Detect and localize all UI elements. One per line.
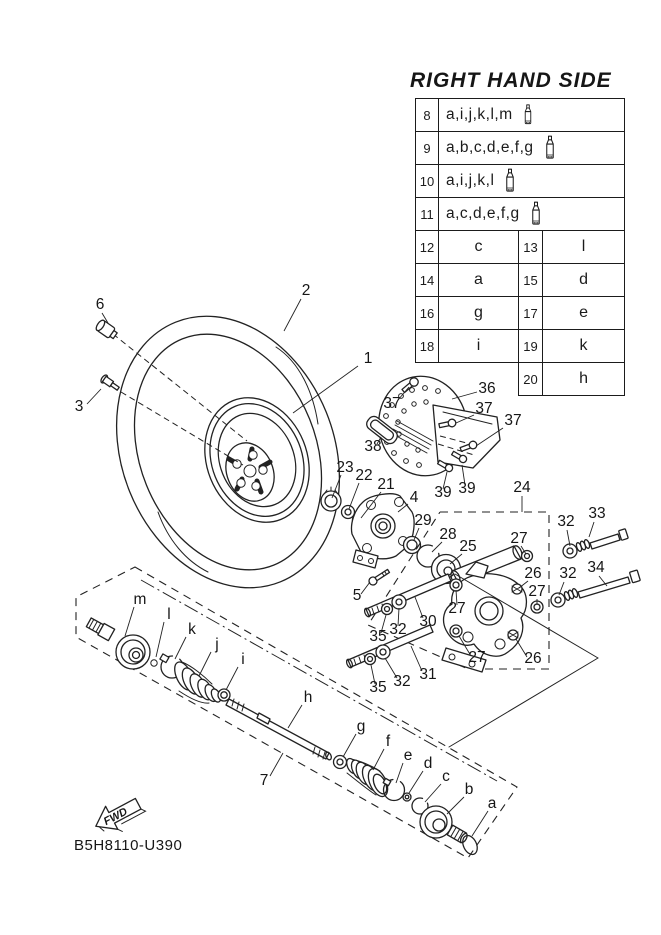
callout-g: g (356, 718, 366, 735)
callout-6: 6 (95, 296, 105, 313)
callout-22: 22 (355, 467, 373, 484)
leader-line (349, 483, 359, 509)
callout-34: 34 (587, 559, 605, 576)
nut-part35 (382, 604, 393, 615)
drawing-number: B5H8110-U390 (74, 837, 183, 854)
callout-39: 39 (434, 484, 452, 501)
lug-hole (237, 479, 245, 487)
part-ref-number: 20 (519, 363, 543, 396)
callout-i: i (241, 651, 245, 668)
ref-row (416, 231, 625, 264)
nut-part26 (512, 584, 522, 594)
washer-part22 (342, 506, 355, 519)
callout-37: 37 (504, 412, 522, 429)
callout-l: l (167, 606, 171, 623)
callout-32: 32 (393, 673, 411, 690)
callout-25: 25 (459, 538, 477, 555)
part-ref-number: 16 (416, 297, 439, 330)
nut-part35 (365, 654, 376, 665)
leader-line (288, 705, 302, 728)
callout-4: 4 (409, 489, 419, 506)
hub-bolt-part5 (367, 568, 390, 587)
part-ref-letter: k (543, 330, 625, 363)
callout-33: 33 (588, 505, 606, 522)
callout-38: 38 (364, 438, 382, 455)
callout-29: 29 (414, 512, 432, 529)
callout-37: 37 (383, 395, 401, 412)
part-ref-number: 15 (519, 264, 543, 297)
callout-3: 3 (74, 398, 84, 415)
part-ref-letter: h (543, 363, 625, 396)
callout-f: f (385, 733, 391, 750)
lug-hole (252, 482, 260, 490)
leader-line (175, 637, 186, 659)
leader-line (396, 763, 403, 783)
callout-27: 27 (528, 583, 546, 600)
callout-27: 27 (468, 649, 486, 666)
axle-hole (244, 465, 256, 477)
leader-line (156, 622, 164, 657)
leader-line (447, 797, 464, 814)
leader-line (559, 582, 564, 595)
leader-line (409, 771, 423, 793)
lube-row (416, 198, 625, 231)
leader-line (199, 652, 211, 676)
empty-cell (416, 363, 519, 396)
sidewall-accent (276, 347, 318, 424)
callout-1: 1 (363, 350, 373, 367)
callout-27: 27 (448, 600, 466, 617)
callout-30: 30 (419, 613, 437, 630)
part-ref-number: 18 (416, 330, 439, 363)
leader-line (373, 749, 384, 770)
diagram-title: RIGHT HAND SIDE (410, 69, 612, 92)
part-ref-number: 14 (416, 264, 439, 297)
callout-e: e (403, 747, 413, 764)
leader-line (87, 389, 101, 404)
callout-35: 35 (369, 628, 387, 645)
leader-line (270, 753, 283, 776)
leader-line (425, 784, 441, 802)
callout-c: c (442, 768, 450, 785)
callout-28: 28 (439, 526, 457, 543)
callout-35: 35 (369, 679, 387, 696)
boot-j (171, 659, 223, 703)
ref-row-tail (416, 363, 625, 396)
callout-32: 32 (389, 621, 407, 638)
callout-31: 31 (419, 666, 437, 683)
leader-line (226, 667, 238, 690)
pointer-line (449, 658, 598, 747)
clip-d (403, 793, 411, 801)
part-ref-letters: a,b,c,d,e,f,g (439, 132, 625, 165)
callout-27: 27 (510, 530, 528, 547)
part-ref-number: 8 (416, 99, 439, 132)
callout-36: 36 (478, 380, 496, 397)
ref-row (416, 264, 625, 297)
part-ref-letters: a,i,j,k,l,m (439, 99, 625, 132)
leader-line (589, 522, 594, 537)
washer-part32 (376, 645, 390, 659)
part-ref-letter: a (439, 264, 519, 297)
part-ref-number: 9 (416, 132, 439, 165)
part-ref-number: 10 (416, 165, 439, 198)
leader-line (125, 607, 134, 636)
callout-5: 5 (352, 587, 362, 604)
leader-line (343, 734, 356, 757)
clip-part-l (151, 660, 157, 666)
valve-axis-line (113, 334, 247, 441)
ref-row (416, 330, 625, 363)
callout-7: 7 (259, 772, 269, 789)
leader-line (432, 542, 442, 552)
valve-core-part3 (100, 374, 121, 393)
part-ref-number: 17 (519, 297, 543, 330)
callout-m: m (133, 591, 147, 608)
callout-32: 32 (559, 565, 577, 582)
callout-26: 26 (524, 650, 542, 667)
bolt-part33 (563, 529, 628, 558)
part-ref-number: 11 (416, 198, 439, 231)
lug-hole (249, 451, 257, 459)
callout-26: 26 (524, 565, 542, 582)
callout-j: j (215, 636, 219, 653)
collar-part27 (450, 625, 462, 637)
ring-g (334, 756, 347, 769)
fwd-arrow (90, 791, 149, 841)
part-ref-letter: g (439, 297, 519, 330)
grease-tube-icon (522, 103, 534, 127)
callout-a: a (487, 795, 497, 812)
part-ref-letter: c (439, 231, 519, 264)
castle-nut-part23 (321, 487, 341, 511)
collar-part27 (450, 579, 462, 591)
grease-tube-icon (503, 167, 517, 195)
leader-line (361, 582, 370, 594)
nut-part26 (508, 630, 518, 640)
lube-row (416, 99, 625, 132)
wheel-hub-part4 (351, 494, 414, 568)
part-ref-letter: i (439, 330, 519, 363)
washer-part32 (392, 595, 406, 609)
leader-line (293, 366, 358, 413)
callout-k: k (188, 621, 196, 638)
part-ref-letter: d (543, 264, 625, 297)
callout-37: 37 (475, 400, 493, 417)
callout-32: 32 (557, 513, 575, 530)
callout-24: 24 (513, 479, 531, 496)
tire (74, 282, 378, 621)
grease-tube-icon (543, 134, 557, 162)
callout-h: h (303, 689, 313, 706)
part-ref-number: 19 (519, 330, 543, 363)
lube-row (416, 132, 625, 165)
cv-joint-outer-b (420, 806, 469, 844)
lug-hole (259, 466, 267, 474)
grease-tube-icon (529, 200, 543, 228)
callout-b: b (464, 781, 474, 798)
part-ref-number: 12 (416, 231, 439, 264)
callout-39: 39 (458, 480, 476, 497)
callout-2: 2 (301, 282, 311, 299)
collar-part27 (522, 551, 533, 562)
part-ref-letters: a,i,j,k,l (439, 165, 625, 198)
reference-table (415, 98, 625, 396)
part-ref-letter: l (543, 231, 625, 264)
fwd-arrow-label: FWD (101, 805, 130, 828)
wheel-rim (187, 382, 328, 538)
part-ref-number: 13 (519, 231, 543, 264)
leader-line (284, 299, 301, 331)
lube-row (416, 165, 625, 198)
ref-row (416, 297, 625, 330)
valve-stem-part6 (95, 319, 119, 341)
callout-23: 23 (336, 459, 354, 476)
part-ref-letter: e (543, 297, 625, 330)
callout-21: 21 (377, 476, 395, 493)
part-ref-letters: a,c,d,e,f,g (439, 198, 625, 231)
callout-d: d (423, 755, 433, 772)
